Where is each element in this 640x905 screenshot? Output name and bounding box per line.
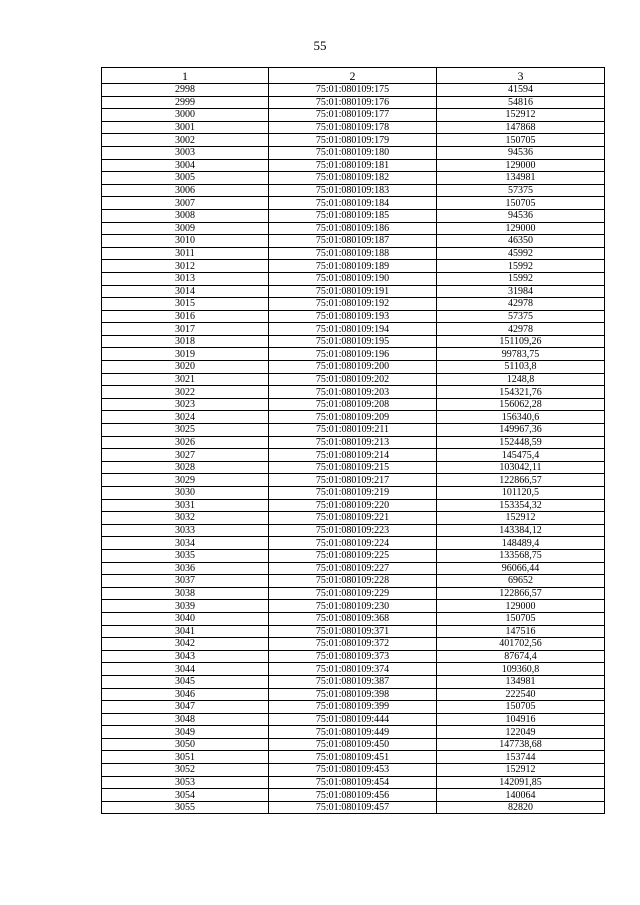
value-cell: 156062,28 [437, 398, 605, 411]
row-number-cell: 3031 [102, 499, 269, 512]
table-row [102, 738, 605, 751]
row-number-cell: 3028 [102, 461, 269, 474]
row-number-cell: 3024 [102, 411, 269, 424]
cadastral-number-cell: 75:01:080109:200 [269, 361, 437, 374]
table-row [102, 461, 605, 474]
row-number-cell: 3034 [102, 537, 269, 550]
table-row [102, 361, 605, 374]
cadastral-number-cell: 75:01:080109:208 [269, 398, 437, 411]
cadastral-number-cell: 75:01:080109:203 [269, 386, 437, 399]
value-cell: 41594 [437, 84, 605, 97]
table-row [102, 247, 605, 260]
cadastral-number-cell: 75:01:080109:192 [269, 298, 437, 311]
row-number-cell: 3009 [102, 222, 269, 235]
value-cell: 104916 [437, 713, 605, 726]
table-row [102, 121, 605, 134]
column-header-2: 2 [269, 68, 437, 84]
table-row [102, 272, 605, 285]
value-cell: 122866,57 [437, 587, 605, 600]
table-row [102, 449, 605, 462]
cadastral-number-cell: 75:01:080109:444 [269, 713, 437, 726]
row-number-cell: 3001 [102, 121, 269, 134]
value-cell: 153354,32 [437, 499, 605, 512]
table-row [102, 675, 605, 688]
value-cell: 15992 [437, 260, 605, 273]
value-cell: 1248,8 [437, 373, 605, 386]
row-number-cell: 3043 [102, 650, 269, 663]
cadastral-number-cell: 75:01:080109:225 [269, 549, 437, 562]
table-row [102, 638, 605, 651]
value-cell: 145475,4 [437, 449, 605, 462]
row-number-cell: 3016 [102, 310, 269, 323]
cadastral-number-cell: 75:01:080109:211 [269, 424, 437, 437]
value-cell: 134981 [437, 172, 605, 185]
cadastral-number-cell: 75:01:080109:193 [269, 310, 437, 323]
row-number-cell: 3027 [102, 449, 269, 462]
value-cell: 153744 [437, 751, 605, 764]
row-number-cell: 3040 [102, 612, 269, 625]
row-number-cell: 3050 [102, 738, 269, 751]
row-number-cell: 3022 [102, 386, 269, 399]
row-number-cell: 3032 [102, 512, 269, 525]
row-number-cell: 3042 [102, 638, 269, 651]
table-row [102, 134, 605, 147]
table-row [102, 184, 605, 197]
value-cell: 103042,11 [437, 461, 605, 474]
cadastral-number-cell: 75:01:080109:180 [269, 146, 437, 159]
cadastral-number-cell: 75:01:080109:451 [269, 751, 437, 764]
table-row [102, 764, 605, 777]
cadastral-number-cell: 75:01:080109:221 [269, 512, 437, 525]
cadastral-number-cell: 75:01:080109:449 [269, 726, 437, 739]
value-cell: 150705 [437, 134, 605, 147]
value-cell: 94536 [437, 209, 605, 222]
row-number-cell: 3055 [102, 801, 269, 814]
row-number-cell: 3008 [102, 209, 269, 222]
row-number-cell: 3052 [102, 764, 269, 777]
data-table [101, 67, 605, 814]
value-cell: 109360,8 [437, 663, 605, 676]
value-cell: 96066,44 [437, 562, 605, 575]
row-number-cell: 3007 [102, 197, 269, 210]
row-number-cell: 3053 [102, 776, 269, 789]
cadastral-number-cell: 75:01:080109:213 [269, 436, 437, 449]
row-number-cell: 3047 [102, 701, 269, 714]
cadastral-number-cell: 75:01:080109:453 [269, 764, 437, 777]
value-cell: 54816 [437, 96, 605, 109]
value-cell: 129000 [437, 222, 605, 235]
table-row [102, 96, 605, 109]
value-cell: 94536 [437, 146, 605, 159]
value-cell: 69652 [437, 575, 605, 588]
value-cell: 152912 [437, 764, 605, 777]
table-row [102, 499, 605, 512]
value-cell: 99783,75 [437, 348, 605, 361]
cadastral-number-cell: 75:01:080109:181 [269, 159, 437, 172]
table-row [102, 159, 605, 172]
row-number-cell: 3035 [102, 549, 269, 562]
row-number-cell: 3045 [102, 675, 269, 688]
table-row [102, 600, 605, 613]
table-row [102, 84, 605, 97]
row-number-cell: 3038 [102, 587, 269, 600]
value-cell: 42978 [437, 298, 605, 311]
cadastral-number-cell: 75:01:080109:230 [269, 600, 437, 613]
value-cell: 156340,6 [437, 411, 605, 424]
row-number-cell: 3033 [102, 524, 269, 537]
table-row [102, 323, 605, 336]
cadastral-number-cell: 75:01:080109:371 [269, 625, 437, 638]
cadastral-number-cell: 75:01:080109:214 [269, 449, 437, 462]
row-number-cell: 3026 [102, 436, 269, 449]
row-number-cell: 3005 [102, 172, 269, 185]
value-cell: 142091,85 [437, 776, 605, 789]
value-cell: 401702,56 [437, 638, 605, 651]
cadastral-number-cell: 75:01:080109:223 [269, 524, 437, 537]
row-number-cell: 2998 [102, 84, 269, 97]
table-row [102, 512, 605, 525]
cadastral-number-cell: 75:01:080109:188 [269, 247, 437, 260]
table-row [102, 285, 605, 298]
row-number-cell: 3000 [102, 109, 269, 122]
value-cell: 42978 [437, 323, 605, 336]
value-cell: 147868 [437, 121, 605, 134]
cadastral-number-cell: 75:01:080109:183 [269, 184, 437, 197]
cadastral-number-cell: 75:01:080109:228 [269, 575, 437, 588]
value-cell: 82820 [437, 801, 605, 814]
table-row [102, 776, 605, 789]
row-number-cell: 3037 [102, 575, 269, 588]
table-row [102, 436, 605, 449]
value-cell: 147516 [437, 625, 605, 638]
row-number-cell: 3023 [102, 398, 269, 411]
value-cell: 87674,4 [437, 650, 605, 663]
table-row [102, 688, 605, 701]
cadastral-number-cell: 75:01:080109:177 [269, 109, 437, 122]
row-number-cell: 3041 [102, 625, 269, 638]
cadastral-number-cell: 75:01:080109:219 [269, 487, 437, 500]
cadastral-number-cell: 75:01:080109:398 [269, 688, 437, 701]
value-cell: 150705 [437, 197, 605, 210]
row-number-cell: 2999 [102, 96, 269, 109]
table-row [102, 612, 605, 625]
value-cell: 222540 [437, 688, 605, 701]
value-cell: 150705 [437, 612, 605, 625]
row-number-cell: 3019 [102, 348, 269, 361]
row-number-cell: 3003 [102, 146, 269, 159]
cadastral-number-cell: 75:01:080109:202 [269, 373, 437, 386]
value-cell: 45992 [437, 247, 605, 260]
value-cell: 57375 [437, 310, 605, 323]
table-row [102, 487, 605, 500]
row-number-cell: 3044 [102, 663, 269, 676]
table-row [102, 751, 605, 764]
table-row [102, 222, 605, 235]
row-number-cell: 3036 [102, 562, 269, 575]
cadastral-number-cell: 75:01:080109:184 [269, 197, 437, 210]
table-row [102, 726, 605, 739]
row-number-cell: 3012 [102, 260, 269, 273]
value-cell: 46350 [437, 235, 605, 248]
value-cell: 133568,75 [437, 549, 605, 562]
table-row [102, 713, 605, 726]
table-row [102, 625, 605, 638]
cadastral-number-cell: 75:01:080109:220 [269, 499, 437, 512]
cadastral-number-cell: 75:01:080109:196 [269, 348, 437, 361]
cadastral-number-cell: 75:01:080109:456 [269, 789, 437, 802]
cadastral-number-cell: 75:01:080109:224 [269, 537, 437, 550]
value-cell: 149967,36 [437, 424, 605, 437]
value-cell: 31984 [437, 285, 605, 298]
row-number-cell: 3048 [102, 713, 269, 726]
table-row [102, 348, 605, 361]
table-row [102, 235, 605, 248]
row-number-cell: 3002 [102, 134, 269, 147]
cadastral-number-cell: 75:01:080109:189 [269, 260, 437, 273]
table-row [102, 524, 605, 537]
value-cell: 57375 [437, 184, 605, 197]
row-number-cell: 3051 [102, 751, 269, 764]
table-row [102, 209, 605, 222]
value-cell: 151109,26 [437, 335, 605, 348]
table-row [102, 801, 605, 814]
cadastral-number-cell: 75:01:080109:209 [269, 411, 437, 424]
value-cell: 148489,4 [437, 537, 605, 550]
cadastral-number-cell: 75:01:080109:182 [269, 172, 437, 185]
row-number-cell: 3014 [102, 285, 269, 298]
cadastral-number-cell: 75:01:080109:454 [269, 776, 437, 789]
table-row [102, 109, 605, 122]
table-row [102, 663, 605, 676]
value-cell: 150705 [437, 701, 605, 714]
row-number-cell: 3020 [102, 361, 269, 374]
row-number-cell: 3046 [102, 688, 269, 701]
row-number-cell: 3006 [102, 184, 269, 197]
table-row [102, 474, 605, 487]
value-cell: 152448,59 [437, 436, 605, 449]
row-number-cell: 3021 [102, 373, 269, 386]
value-cell: 147738,68 [437, 738, 605, 751]
table-row [102, 398, 605, 411]
table-row [102, 335, 605, 348]
row-number-cell: 3004 [102, 159, 269, 172]
value-cell: 101120,5 [437, 487, 605, 500]
row-number-cell: 3011 [102, 247, 269, 260]
table-row [102, 424, 605, 437]
cadastral-number-cell: 75:01:080109:457 [269, 801, 437, 814]
cadastral-number-cell: 75:01:080109:374 [269, 663, 437, 676]
cadastral-number-cell: 75:01:080109:186 [269, 222, 437, 235]
cadastral-number-cell: 75:01:080109:399 [269, 701, 437, 714]
row-number-cell: 3030 [102, 487, 269, 500]
table-body [102, 84, 605, 814]
cadastral-number-cell: 75:01:080109:368 [269, 612, 437, 625]
cadastral-number-cell: 75:01:080109:194 [269, 323, 437, 336]
table-row [102, 575, 605, 588]
table-row [102, 146, 605, 159]
value-cell: 154321,76 [437, 386, 605, 399]
value-cell: 152912 [437, 109, 605, 122]
table-row [102, 298, 605, 311]
cadastral-number-cell: 75:01:080109:217 [269, 474, 437, 487]
cadastral-number-cell: 75:01:080109:187 [269, 235, 437, 248]
cadastral-number-cell: 75:01:080109:387 [269, 675, 437, 688]
table-row [102, 549, 605, 562]
cadastral-number-cell: 75:01:080109:195 [269, 335, 437, 348]
table-row [102, 701, 605, 714]
value-cell: 15992 [437, 272, 605, 285]
column-header-1: 1 [102, 68, 269, 84]
value-cell: 129000 [437, 600, 605, 613]
row-number-cell: 3018 [102, 335, 269, 348]
value-cell: 140064 [437, 789, 605, 802]
cadastral-number-cell: 75:01:080109:227 [269, 562, 437, 575]
table-row [102, 172, 605, 185]
cadastral-number-cell: 75:01:080109:185 [269, 209, 437, 222]
cadastral-number-cell: 75:01:080109:175 [269, 84, 437, 97]
value-cell: 152912 [437, 512, 605, 525]
row-number-cell: 3010 [102, 235, 269, 248]
value-cell: 134981 [437, 675, 605, 688]
row-number-cell: 3013 [102, 272, 269, 285]
cadastral-number-cell: 75:01:080109:190 [269, 272, 437, 285]
row-number-cell: 3049 [102, 726, 269, 739]
column-header-3: 3 [437, 68, 605, 84]
table-row [102, 310, 605, 323]
cadastral-number-cell: 75:01:080109:176 [269, 96, 437, 109]
row-number-cell: 3029 [102, 474, 269, 487]
table-row [102, 537, 605, 550]
page-number: 55 [313, 38, 327, 53]
table-row [102, 411, 605, 424]
cadastral-number-cell: 75:01:080109:373 [269, 650, 437, 663]
value-cell: 143384,12 [437, 524, 605, 537]
table-row [102, 386, 605, 399]
row-number-cell: 3039 [102, 600, 269, 613]
cadastral-number-cell: 75:01:080109:450 [269, 738, 437, 751]
cadastral-number-cell: 75:01:080109:215 [269, 461, 437, 474]
cadastral-number-cell: 75:01:080109:179 [269, 134, 437, 147]
row-number-cell: 3054 [102, 789, 269, 802]
value-cell: 51103,8 [437, 361, 605, 374]
table-row [102, 789, 605, 802]
cadastral-number-cell: 75:01:080109:229 [269, 587, 437, 600]
row-number-cell: 3025 [102, 424, 269, 437]
row-number-cell: 3015 [102, 298, 269, 311]
table-row [102, 562, 605, 575]
row-number-cell: 3017 [102, 323, 269, 336]
value-cell: 129000 [437, 159, 605, 172]
value-cell: 122049 [437, 726, 605, 739]
cadastral-number-cell: 75:01:080109:191 [269, 285, 437, 298]
table-row [102, 587, 605, 600]
table-row [102, 373, 605, 386]
table-row [102, 650, 605, 663]
table-row [102, 197, 605, 210]
table-row [102, 260, 605, 273]
value-cell: 122866,57 [437, 474, 605, 487]
cadastral-number-cell: 75:01:080109:372 [269, 638, 437, 651]
cadastral-number-cell: 75:01:080109:178 [269, 121, 437, 134]
table-header-row [102, 68, 605, 84]
